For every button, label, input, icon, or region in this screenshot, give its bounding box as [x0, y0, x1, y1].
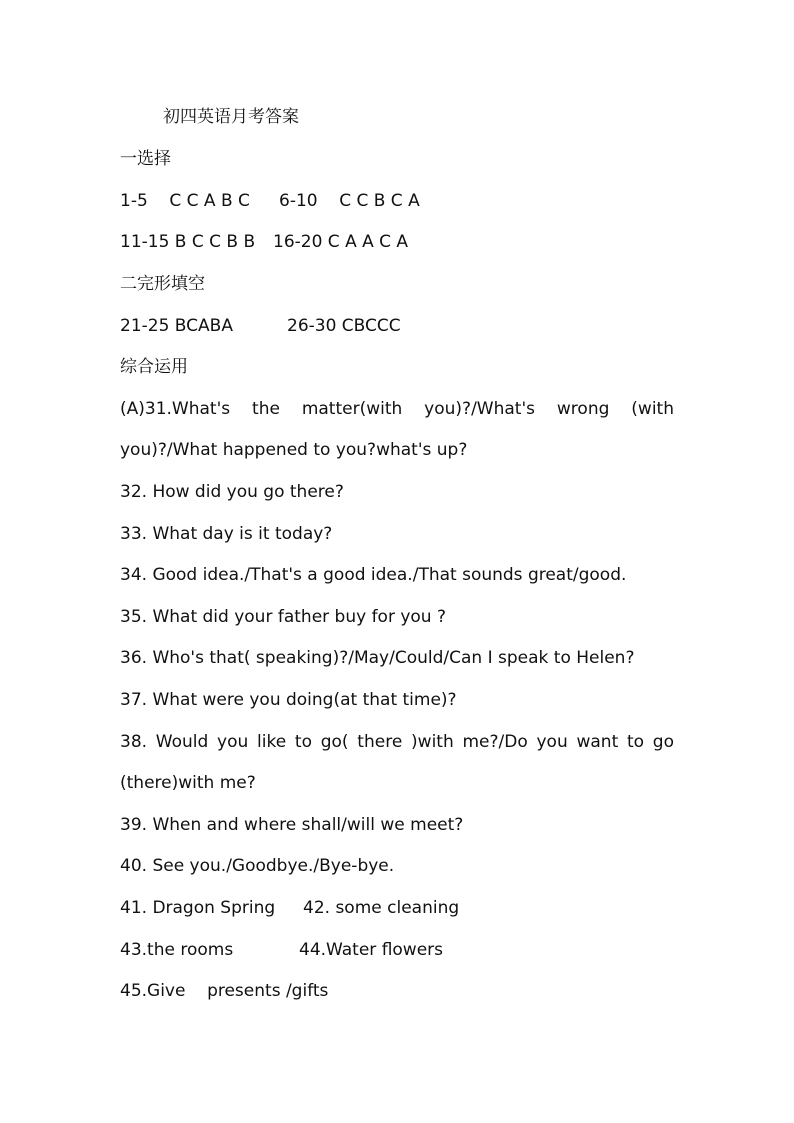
answer-43: 43.the rooms: [120, 940, 234, 960]
answers-1-5: 1-5 C C A B C: [120, 191, 250, 211]
answer-44: 44.Water flowers: [299, 940, 444, 960]
answer-38-line-2: (there)with me?: [120, 773, 256, 793]
answers-26-30: 26-30 CBCCC: [287, 316, 401, 336]
section-heading-comprehensive: 综合运用: [120, 357, 188, 377]
answer-41: 41. Dragon Spring: [120, 898, 276, 918]
answer-36: 36. Who's that( speaking)?/May/Could/Can I speak to Helen?: [120, 648, 635, 668]
answer-35: 35. What did your father buy for you ?: [120, 607, 447, 627]
answer-45: 45.Give presents /gifts: [120, 981, 329, 1001]
answers-11-15: 11-15 B C C B B: [120, 232, 256, 252]
section-heading-cloze: 二完形填空: [120, 274, 205, 294]
answers-21-25: 21-25 BCABA: [120, 316, 233, 336]
answer-31-line-1: (A)31.What's the matter(with you)?/What's wrong (with: [120, 399, 674, 419]
answers-16-20: 16-20 C A A C A: [273, 232, 409, 252]
answer-32: 32. How did you go there?: [120, 482, 344, 502]
answer-34: 34. Good idea./That's a good idea./That sounds great/good.: [120, 565, 627, 585]
answer-38-line-1: 38. Would you like to go( there )with me?/Do you want to go: [120, 732, 674, 752]
answer-37: 37. What were you doing(at that time)?: [120, 690, 457, 710]
answer-31-line-2: you)?/What happened to you?what's up?: [120, 440, 468, 460]
answer-40: 40. See you./Goodbye./Bye-bye.: [120, 856, 395, 876]
document-title: 初四英语月考答案: [163, 107, 299, 127]
section-heading-choice: 一选择: [120, 149, 171, 169]
answer-33: 33. What day is it today?: [120, 524, 333, 544]
answer-39: 39. When and where shall/will we meet?: [120, 815, 464, 835]
answers-6-10: 6-10 C C B C A: [279, 191, 420, 211]
answer-42: 42. some cleaning: [303, 898, 460, 918]
